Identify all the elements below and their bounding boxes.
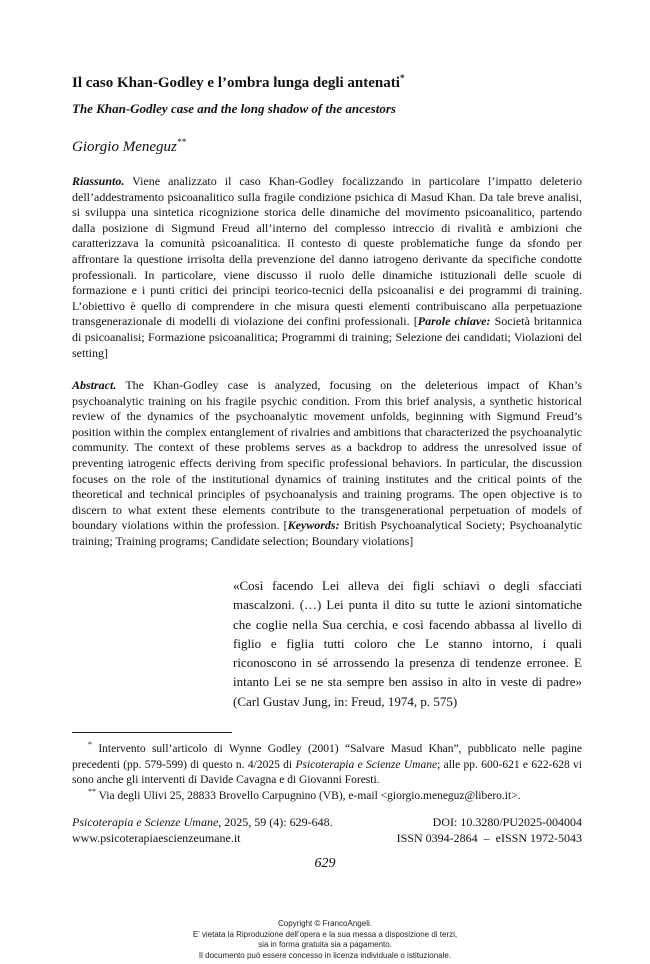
riassunto-lead: Riassunto.: [72, 174, 125, 188]
abstract-keywords-label: Keywords:: [287, 518, 340, 533]
riassunto-keywords: Società britannica di psicoanalisi; Formazione psicoanalitica; Programmi di training; Selezione dei candidati; Violazioni del setting]: [72, 314, 582, 360]
article-title: [72, 74, 582, 92]
footnote-1-mark: *: [88, 740, 92, 750]
copyright-line-4: Il documento può essere concesso in licenza individuale o istituzionale.: [198, 950, 452, 960]
copyright-line-2: E’ vietata la Riproduzione dell’opera e la sua messa a disposizione di terzi,: [192, 929, 458, 939]
riassunto-keywords-label: Parole chiave:: [417, 314, 491, 329]
footnote-1-text-a: Intervento sull’articolo di Wynne Godley (2001) “Salvare Masud Khan”, pubblicato nelle pagine precedenti (pp. 579-599) di questo n. 4/2025 di: [72, 743, 582, 771]
doi-text: DOI: 10.3280/PU2025-004004: [432, 815, 582, 829]
footnote-2-text: Via degli Ulivi 25, 28833 Brovello Carpugnino (VB), e-mail <giorgio.meneguz@libero.it>.: [96, 790, 521, 802]
abstract-keywords: British Psychoanalytical Society; Psychoanalytic training; Training programs; Candidate selection; Boundary violations]: [72, 518, 582, 548]
footnote-1: [72, 742, 582, 789]
author-name: Giorgio Meneguz: [72, 139, 177, 155]
riassunto-body: Viene analizzato il caso Khan-Godley focalizzando in particolare l’impatto deleterio dell’addestramento psicoanalitico sulla fragile condizione psichica di Masud Khan. Da tale breve analisi, si sviluppa una sintetica ricognizione storica delle dinamiche del movimento psicoanalitico, partendo dalla posizione di Sigmund Freud all’interno del complesso intreccio di rivalità e ambizioni che caratterizzava la comunità psicoanalitica. Il contesto di queste problematiche funge da sfondo per affrontare la questione irrisolta della prevenzione del danno iatrogeno derivante da specifiche condotte professionali. In particolare, viene discusso il ruolo delle dinamiche istituzionali delle scuole di formazione e i punti critici dei principi teorico-tecnici della psicoanalisi e dei programmi di training. L’obiettivo è quello di comprendere in che misura questi elementi contribuiscano alla perpetuazione transgenerazionale di modelli di violazione dei confini professionali. [: [72, 174, 582, 329]
footnote-1-text-b: ; alle pp. 600-621 e 622-628 vi sono anche gli interventi di Davide Cavagna e di Giovanni Foresti.: [72, 758, 582, 786]
journal-name: Psicoterapia e Scienze Umane: [72, 815, 219, 829]
riassunto-paragraph: [72, 174, 582, 361]
page-number: 629: [314, 856, 336, 871]
footnote-separator: [72, 732, 232, 733]
journal-issue: , 2025, 59 (4): 629-648.: [218, 815, 333, 829]
author-footnote-mark: **: [176, 137, 186, 147]
abstract-paragraph: [72, 378, 582, 550]
footnote-2-mark: **: [88, 787, 96, 797]
footnote-2: [72, 789, 582, 805]
copyright-line-1: Copyright © FrancoAngeli.: [278, 919, 372, 928]
footnote-1-journal: Psicoterapia e Scienze Umane: [295, 758, 438, 771]
abstract-body: The Khan-Godley case is analyzed, focusing on the deleterious impact of Khan’s psychoanalytic training on his fragile psychic condition. From this brief analysis, a synthetic historical review of the dynamics of the psychoanalytic movement unfolds, beginning with Sigmund Freud’s position within the complex entanglement of rivalries and ambitions that characterized the psychoanalytic community. The context of these problems serves as a backdrop to address the unresolved issue of preventing iatrogenic effects deriving from specific professional behaviors. In particular, the discussion focuses on the role of the institutional dynamics of training institutes and the critical points of the theoretical and technical principles of psychoanalysis and training programs. The open objective is to discern to what extent these elements contribute to the transgenerational perpetuation of models of boundary violations within the profession. [: [72, 378, 582, 533]
title-footnote-mark: *: [399, 73, 405, 83]
journal-info-row: [72, 831, 582, 846]
journal-citation-row: [72, 815, 582, 830]
article-subtitle: The Khan-Godley case and the long shadow of the ancestors: [72, 101, 396, 116]
journal-citation: [72, 815, 333, 830]
copyright-line-3: sia in forma gratuita sia a pagamento.: [258, 940, 392, 949]
epigraph-quote: «Così facendo Lei alleva dei figli schiavi o degli sfacciati mascalzoni. (…) Lei punta il dito su tutte le azioni sintomatiche che coglie nella Sua cerchia, e così facendo abbassa al livello di figlio e figlia tutti coloro che Le stanno intorno, i quali riconoscono in sé arrossendo la presenza di tendenze erronee. E intanto Lei se ne sta sempre ben assiso in alto in veste di padre» (Carl Gustav Jung, in: Freud, 1974, p. 575): [233, 578, 582, 709]
title-text: Il caso Khan-Godley e l’ombra lunga degli antenati: [72, 75, 400, 91]
copyright-notice: [0, 919, 650, 961]
abstract-lead: Abstract.: [72, 378, 117, 392]
issn-text: ISSN 0394-2864 – eISSN 1972-5043: [396, 831, 582, 845]
journal-website: www.psicoterapiaescienzeumane.it: [72, 831, 241, 845]
article-author: [72, 138, 582, 156]
